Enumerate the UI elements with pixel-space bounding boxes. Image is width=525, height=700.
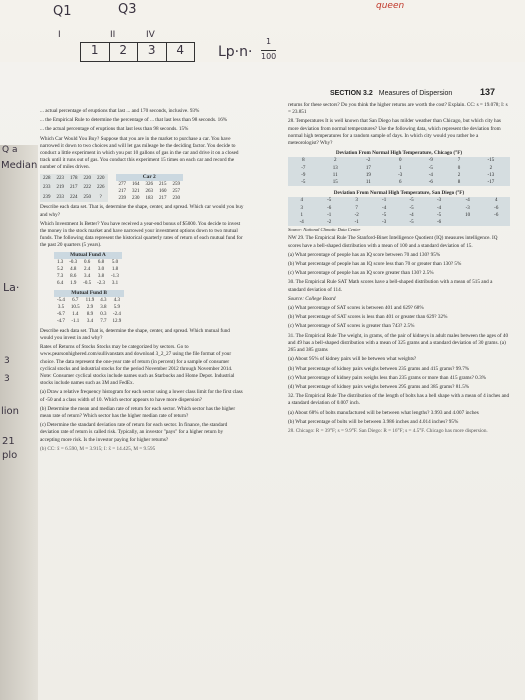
- table-cell: 259: [172, 181, 180, 187]
- table-row: [288, 219, 510, 226]
- table-cell: 160: [159, 189, 167, 195]
- text-q30b: (b) What percentage of SAT scores is less than 401 or greater than 629? 32%: [288, 314, 448, 321]
- table-cell: 8.6: [70, 274, 77, 280]
- text-q29c: (c) What percentage of people has an IQ score greater than 130? 2.5%: [288, 270, 434, 277]
- table-cell: -5: [428, 165, 433, 171]
- table-cell: ?: [99, 195, 102, 201]
- text-q28: 28. Temperatures It is well known that San Diego has milder weather than Chicago, but which city has more deviation from normal temperatures? Use the following data, which represent the deviation from normal high temperatures for a random sample of days. In which city would you rather be a meteorologist? Why?: [288, 118, 501, 147]
- page-edge-shadow: [0, 145, 38, 700]
- table-cell: -1.1: [71, 319, 80, 325]
- table-cell: 321: [132, 189, 140, 195]
- table-row: [40, 174, 108, 184]
- text-rates-c: (c) Determine the standard deviation rate of return for each sector. In finance, the standard deviation rate of return is called risk. Typically, an investor "pays" for a higher return by accepting more risk. Is the investor paying for higher returns?: [40, 422, 228, 443]
- text-q31a: (a) About 95% of kidney pairs will be between what weights?: [288, 356, 417, 363]
- table-cell: -6: [494, 205, 499, 211]
- table-cell: -6: [428, 180, 433, 186]
- table-cell: -4: [382, 205, 387, 211]
- text-q31: 31. The Empirical Rule The weight, in grams, of the pair of kidneys in adult males between the ages of 40 and 49 has a bell-shaped distribution with a mean of 325 grams and a standard deviation of 30 grams. (a) 265 and 385 grams: [288, 332, 509, 354]
- margin-median: Median: [1, 160, 38, 171]
- table-cell: 217: [159, 196, 167, 202]
- table-cell: 11: [332, 172, 338, 178]
- table-cell: 12.9: [112, 319, 122, 325]
- table-cell: 3.8: [100, 305, 107, 311]
- table-cell: 1.4: [72, 312, 79, 318]
- margin-la: La·: [3, 281, 20, 294]
- table-cell: 217: [70, 185, 78, 191]
- text-source: Source: National Climatic Data Center: [288, 227, 361, 233]
- box-row: [80, 42, 195, 62]
- table-cell: 224: [70, 195, 78, 201]
- left-column: [40, 108, 244, 455]
- car2-table: [116, 174, 184, 203]
- table-cell: 220: [83, 175, 91, 181]
- note-roman-3: IV: [146, 30, 155, 40]
- table-cell: 8: [457, 180, 461, 186]
- table-cell: -2: [366, 158, 371, 164]
- fund-b-table: [54, 290, 124, 326]
- table-row: [54, 311, 124, 318]
- table-cell: 2: [457, 172, 461, 178]
- text-rates: Rates of Returns of Stocks Stocks may be categorized by sectors. Go to www.pearsonhighered.com/sullivanstats and download 3_2_27 using the file format of your choice. The data represent the one-year rate of return (in percent) for a sample of consumer cyclical stocks and industrial stocks for the period November 2012 through November 2014. Note: Consumer cyclical stocks include names such as Starbucks and Home Depot. Industrial stocks include names such as 3M and FedEx.: [40, 344, 235, 387]
- note-q1: Q1: [53, 4, 72, 19]
- page-header: [330, 90, 452, 97]
- table-cell: -6.7: [57, 312, 65, 318]
- table-cell: 5.9: [113, 305, 120, 311]
- table-row: [54, 304, 124, 311]
- table-row: [40, 183, 108, 193]
- table-cell: 2.4: [84, 267, 91, 273]
- section-title: Measures of Dispersion: [378, 90, 453, 97]
- table-cell: 7.7: [100, 319, 107, 325]
- page-number: 137: [480, 87, 496, 97]
- text-cont: returns for these sectors? Do you think the higher returns are worth the cost? Explain. CC: s = 19.078; I: s = 23.851: [288, 102, 508, 116]
- box-cell: 4: [176, 43, 185, 57]
- table-cell: 7: [355, 205, 358, 211]
- chicago-table: [288, 157, 510, 186]
- text-describe: Describe each data set. That is, determine the shape, center, and spread. Which car would you buy and why?: [40, 204, 244, 218]
- table-cell: -2: [354, 212, 359, 218]
- table-cell: -3: [465, 205, 470, 211]
- note-lpn: Lp·n·: [218, 44, 253, 60]
- text-intro-1: ... actual percentage of eruptions that last ... and 170 seconds, inclusive. 93%: [40, 108, 200, 114]
- table-cell: -4: [409, 212, 414, 218]
- table-cell: -1: [382, 198, 387, 204]
- text-q31c: (c) What percentage of kidney pairs weighs less than 235 grams or more than 415 grams? 0.3%: [288, 374, 486, 381]
- table-cell: 228: [43, 175, 51, 181]
- table-cell: 1: [398, 165, 402, 171]
- note-q3: Q3: [118, 2, 137, 17]
- text-q30: 30. The Empirical Rule SAT Math scores have a bell-shaped distribution with a mean of 515 and a standard deviation of 114.: [288, 279, 493, 293]
- table-cell: 3.0: [97, 267, 105, 273]
- table-cell: -1: [327, 212, 332, 218]
- table-cell: -6: [494, 212, 499, 218]
- text-q30a: (a) What percentage of SAT scores is between 401 and 629? 68%: [288, 305, 424, 312]
- table-cell: -15: [487, 158, 495, 164]
- sandiego-title: Deviation From Normal High Temperature, San Diego (°F): [333, 190, 465, 197]
- text-q32-answer: 28. Chicago: R = 39°F; s = 9.9°F. San Diego: R = 16°F; s = 4.5°F. Chicago has more dispersion.: [288, 427, 488, 434]
- margin-3b: 3: [4, 374, 10, 384]
- text-q30-source: Source: College Board: [288, 295, 336, 302]
- text-q31d: (d) What percentage of kidney pairs weighs between 295 grams and 385 grams? 81.5%: [288, 383, 470, 390]
- table-row: [54, 297, 124, 304]
- table-cell: -5: [409, 198, 414, 204]
- table-cell: 8.9: [86, 312, 94, 318]
- margin-3a: 3: [4, 356, 10, 366]
- table-cell: 220: [97, 175, 105, 181]
- table-cell: 3.8: [97, 274, 105, 280]
- margin-lion: lion: [1, 406, 20, 417]
- table-row: [288, 172, 510, 179]
- table-row: [116, 188, 184, 195]
- fraction-bottom: 100: [261, 52, 277, 61]
- table-cell: 233: [43, 185, 51, 191]
- table-cell: 2: [333, 158, 337, 164]
- table-cell: -4: [428, 172, 433, 178]
- table-cell: -7: [301, 165, 306, 171]
- table-cell: -4: [465, 198, 470, 204]
- margin-a: a: [12, 145, 18, 155]
- text-answer: (b) CC: x̄ = 6.590, M = 3.915; I: x̄ = 14.425, M = 9.595: [40, 445, 156, 452]
- table-cell: -5.4: [57, 297, 65, 303]
- table-cell: -5: [409, 205, 414, 211]
- text-q31b: (b) What percentage of kidney pairs weighs between 235 grams and 415 grams? 99.7%: [288, 365, 470, 372]
- table-cell: 1: [300, 212, 303, 218]
- table-cell: 0.6: [84, 259, 91, 265]
- table-row: [288, 212, 510, 219]
- table-cell: 6.4: [57, 281, 64, 287]
- table-cell: 1.3: [57, 259, 64, 265]
- table-cell: 257: [172, 189, 180, 195]
- table-cell: 19: [365, 172, 371, 178]
- table-cell: -9: [428, 158, 433, 164]
- right-column: [288, 102, 510, 437]
- box-cell: 1: [81, 43, 110, 61]
- table-cell: 4.3: [100, 297, 107, 303]
- text-q30c: (c) What percentage of SAT scores is greater than 743? 2.5%: [288, 323, 415, 330]
- table-cell: 1.9: [70, 281, 77, 287]
- table-row: [288, 205, 510, 212]
- fraction-top: 1: [266, 37, 272, 46]
- table-cell: 2: [489, 165, 493, 171]
- table-cell: 223: [56, 175, 64, 181]
- text-investment: Which Investment Is Better? You have received a year-end bonus of $5000. You decide to invest the money in the stock market and have narrowed your investment options down to two mutual funds. The following data represent the historical quarterly rates of return of each mutual fund for the past 20 quarters (5 years).: [40, 220, 243, 249]
- table-row: [54, 273, 122, 280]
- table-cell: 6: [398, 180, 402, 186]
- text-q29a: (a) What percentage of people has an IQ score between 70 and 130? 95%: [288, 251, 441, 258]
- table-row: [288, 157, 510, 164]
- text-q32: 32. The Empirical Rule The distribution of the length of bolts has a bell shape with a mean of 4 inches and a standard deviation of 0.007 inch.: [288, 393, 510, 407]
- note-roman-2: II: [110, 30, 116, 40]
- table-cell: 226: [97, 185, 105, 191]
- table-cell: 1.8: [111, 267, 119, 273]
- table-cell: 239: [118, 196, 126, 202]
- table-cell: 13: [332, 165, 338, 171]
- table-row: [54, 259, 122, 266]
- table-cell: [483, 219, 510, 226]
- table-cell: -5: [382, 212, 387, 218]
- chicago-title: Deviation From Normal High Temperature, Chicago (°F): [335, 150, 463, 157]
- table-cell: -5: [436, 212, 442, 218]
- text-q29: NW 29. The Empirical Rule The Stanford-Binet Intelligence Quotient (IQ) measures intelligence. IQ scores have a bell-shaped distribution with a mean of 100 and a standard deviation of 15.: [288, 235, 498, 249]
- table-cell: -17: [487, 180, 495, 186]
- table-cell: 178: [70, 175, 78, 181]
- table-cell: 222: [83, 185, 91, 191]
- fund-a-title: Mutual Fund A: [54, 252, 122, 259]
- table-cell: 10.5: [70, 305, 80, 311]
- table-cell: 250: [83, 195, 91, 201]
- table-row: [40, 193, 108, 203]
- table-cell: 6.7: [72, 297, 79, 303]
- table-cell: -0.5: [83, 281, 92, 287]
- table-cell: -5: [301, 180, 306, 186]
- table-cell: -2.3: [97, 281, 106, 287]
- table-cell: -1: [354, 220, 359, 226]
- table-cell: 3.5: [57, 305, 65, 311]
- table-cell: 233: [56, 195, 64, 201]
- table-cell: 263: [145, 189, 153, 195]
- table-cell: -2: [327, 220, 332, 226]
- table-cell: 239: [43, 195, 51, 201]
- table-cell: -4: [299, 220, 304, 226]
- table-cell: 219: [56, 185, 64, 191]
- table-cell: 215: [159, 181, 167, 187]
- table-cell: -1.3: [111, 274, 119, 280]
- table-cell: 183: [145, 196, 153, 202]
- text-intro-2: ... the Empirical Rule to determine the percentage of ... that last less than 98 seconds. 16%: [40, 117, 228, 124]
- text-car-question: Which Car Would You Buy? Suppose that you are in the market to purchase a car. You have narrowed it down to two choices and will let gas mileage be the deciding factor. You decide to conduct a little experiment in which you put 10 gallons of gas in the car and drive it on a closed track until it runs out of gas. You conduct this experiment 15 times on each car and record the number of miles driven.: [40, 135, 239, 171]
- text-rates-b: (b) Determine the mean and median rate of return for each sector. Which sector has the higher mean rate of return? Which sector has the higher median rate of return?: [40, 405, 236, 419]
- section-label: SECTION 3.2: [330, 90, 373, 97]
- table-row: [288, 179, 510, 186]
- table-cell: 4.8: [70, 267, 77, 273]
- table-row: [54, 318, 124, 325]
- table-cell: 10: [465, 212, 471, 218]
- table-cell: 5.0: [111, 259, 119, 265]
- table-cell: -5: [409, 220, 414, 226]
- table-cell: -9: [301, 172, 306, 178]
- table-cell: 3.4: [86, 319, 94, 325]
- table-cell: 8: [302, 158, 305, 164]
- table-row: [116, 195, 184, 202]
- table-cell: 6.8: [97, 259, 105, 265]
- table-cell: 277: [118, 181, 126, 187]
- text-q32a: (a) About 68% of bolts manufactured will be between what lengths? 3.993 and 4.007 inches: [288, 409, 479, 416]
- table-row: [288, 165, 510, 172]
- table-cell: -3: [436, 198, 442, 204]
- table-cell: -3: [382, 220, 387, 226]
- note-corner: queen: [376, 1, 405, 11]
- table-cell: 7: [457, 158, 461, 164]
- table-cell: 3: [300, 205, 303, 211]
- table-row: [116, 181, 184, 188]
- table-cell: -13: [487, 172, 495, 178]
- car-tables: [40, 174, 244, 203]
- table-row: [54, 266, 122, 273]
- table-cell: 15: [332, 180, 338, 186]
- table-cell: -6: [327, 205, 332, 211]
- margin-21: 21: [2, 436, 15, 447]
- table-cell: -3: [398, 172, 403, 178]
- table-cell: -0.3: [69, 259, 78, 265]
- text-describe-2: Describe each data set. That is, determine the shape, center, and spread. Which mutual fund would you invest in and why?: [40, 327, 230, 341]
- text-rates-a: (a) Draw a relative frequency histogram for each sector using a lower class limit for the first class of -50 and a class width of 10. Which sector appears to have more dispersion?: [40, 389, 243, 403]
- text-q32b: (b) What percentage of bolts will be between 3.986 inches and 4.014 inches? 95%: [288, 418, 459, 425]
- table-cell: 17: [365, 165, 371, 171]
- table-cell: 11: [365, 180, 371, 186]
- table-cell: 0: [457, 165, 461, 171]
- table-cell: 3.4: [84, 274, 91, 280]
- table-cell: -4.7: [57, 319, 65, 325]
- table-cell: -5: [327, 198, 332, 204]
- table-cell: 217: [118, 189, 126, 195]
- table-cell: 230: [132, 196, 140, 202]
- fund-b-title: Mutual Fund B: [54, 290, 124, 297]
- car1-table: [40, 174, 108, 203]
- table-cell: 4: [300, 198, 303, 204]
- table-cell: 326: [145, 181, 153, 187]
- note-roman-1: I: [58, 30, 61, 40]
- sandiego-table: [288, 197, 510, 226]
- text-q29b: (b) What percentage of people has an IQ score less than 70 or greater than 130? 5%: [288, 261, 462, 268]
- table-cell: 11.9: [85, 297, 95, 303]
- table-cell: 164: [132, 181, 140, 187]
- table-cell: 3.1: [111, 281, 119, 287]
- table-cell: 3: [355, 198, 358, 204]
- table-cell: 2.9: [86, 305, 94, 311]
- margin-q: Q: [2, 145, 10, 155]
- table-cell: -6: [436, 220, 442, 226]
- fund-a-table: [54, 252, 122, 288]
- table-cell: 230: [172, 196, 180, 202]
- table-cell: 7.3: [57, 274, 64, 280]
- box-cell: 3: [138, 43, 167, 61]
- table-cell: [453, 219, 483, 226]
- table-cell: 4: [495, 198, 498, 204]
- table-cell: 5.2: [57, 267, 64, 273]
- text-intro-3: ... the actual percentage of eruptions that last less than 98 seconds. 15%: [40, 126, 189, 133]
- box-cell: 2: [110, 43, 139, 61]
- table-cell: 0: [398, 158, 402, 164]
- table-cell: 0.3: [100, 312, 107, 318]
- table-row: [54, 280, 122, 287]
- table-row: [288, 197, 510, 204]
- car2-title: Car 2: [116, 174, 184, 181]
- table-cell: 4.3: [113, 297, 120, 303]
- table-cell: -4: [436, 205, 442, 211]
- table-cell: -2.4: [112, 312, 121, 318]
- margin-plot: plo: [2, 450, 18, 461]
